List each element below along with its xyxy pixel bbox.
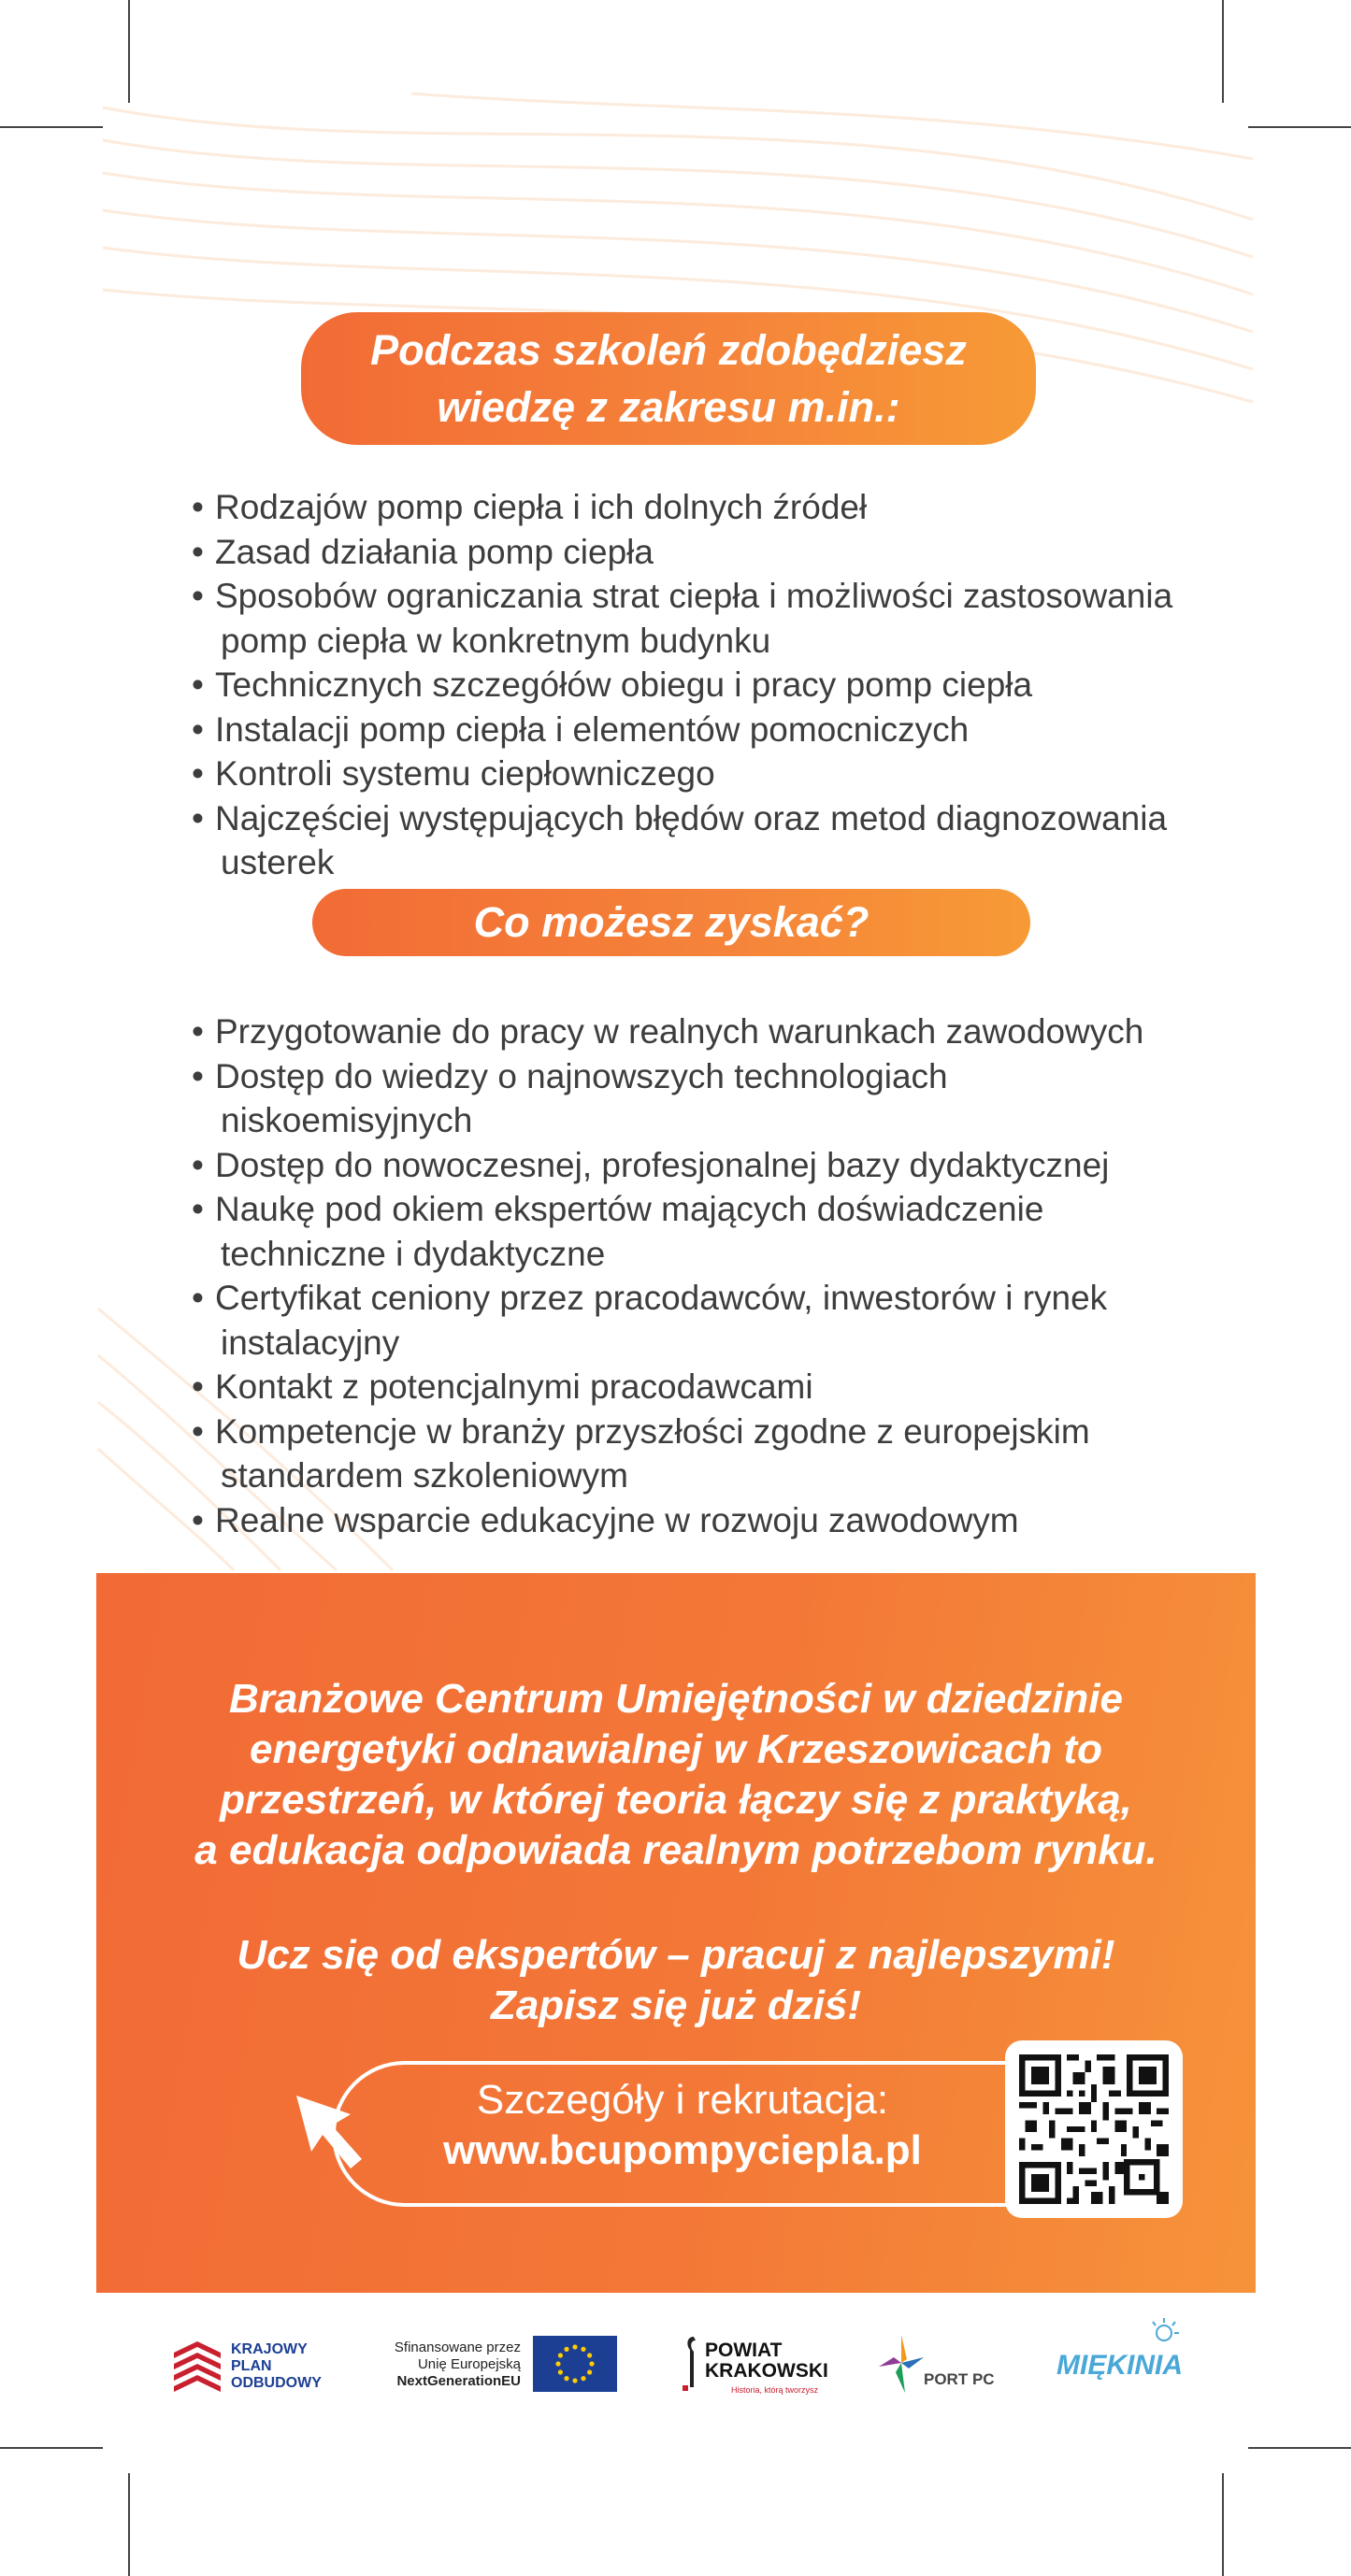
eu-text: Sfinansowane przez Unię Europejską NextGenerationEU xyxy=(394,2340,521,2389)
crop-mark-bottom-right-v xyxy=(1222,2473,1224,2576)
powiat-crest-icon xyxy=(681,2333,703,2393)
miekinia-sun-icon xyxy=(1136,2316,1183,2348)
port-pc-icon xyxy=(877,2331,926,2397)
miekinia-text: MIĘKINIA xyxy=(1056,2350,1183,2381)
kpo-text: KRAJOWY PLAN ODBUDOWY xyxy=(231,2341,322,2391)
benefit-item: • Kompetencje w branży przyszłości zgodne z europejskim standardem szkoleniowym xyxy=(192,1410,1143,1498)
cta-label: Szczegóły i rekrutacja: xyxy=(476,2077,889,2123)
powiat-text: POWIAT KRAKOWSKI xyxy=(705,2340,828,2382)
crop-mark-bottom-left-h xyxy=(0,2447,103,2449)
benefit-item: • Dostęp do wiedzy o najnowszych technologiach niskoemisyjnych xyxy=(192,1054,1143,1143)
qr-code-icon xyxy=(1019,2054,1169,2204)
benefit-item: • Dostęp do nowoczesnej, profesjonalnej bazy dydaktycznej xyxy=(192,1143,1143,1188)
section2-heading-pill: Co możesz zyskać? xyxy=(312,889,1030,956)
knowledge-item: • Sposobów ograniczania strat ciepła i możliwości zastosowania pomp ciepła w konkretnym budynku xyxy=(192,574,1172,663)
benefit-item: • Realne wsparcie edukacyjne w rozwoju zawodowym xyxy=(192,1498,1143,1543)
panel-paragraph: Branżowe Centrum Umiejętności w dziedzinie energetyki odnawialnej w Krzeszowicach to przestrzeń, w której teoria łączy się z praktyką, a edukacja odpowiada realnym potrzebom rynku. xyxy=(194,1676,1157,1873)
powiat-tagline: Historia, którą tworzysz xyxy=(731,2385,819,2395)
benefit-item: • Certyfikat ceniony przez pracodawców, inwestorów i rynek instalacyjny xyxy=(192,1276,1143,1365)
knowledge-item: • Instalacji pomp ciepła i elementów pomocniczych xyxy=(192,708,1172,752)
kpo-logo-icon xyxy=(174,2341,221,2394)
knowledge-item: • Zasad działania pomp ciepła xyxy=(192,530,1172,575)
panel-slogan: Ucz się od ekspertów – pracuj z najlepszymi! Zapisz się już dziś! xyxy=(237,1932,1115,2028)
knowledge-item: • Rodzajów pomp ciepła i ich dolnych źródeł xyxy=(192,485,1172,530)
benefits-list xyxy=(192,1009,1143,1542)
section1-heading-line2: wiedzę z zakresu m.in.: xyxy=(437,383,900,431)
section1-heading-line1: Podczas szkoleń zdobędziesz xyxy=(370,326,967,374)
benefit-item: • Przygotowanie do pracy w realnych warunkach zawodowych xyxy=(192,1009,1143,1054)
benefit-item: • Kontakt z potencjalnymi pracodawcami xyxy=(192,1365,1143,1410)
knowledge-item: • Technicznych szczegółów obiegu i pracy pomp ciepła xyxy=(192,663,1172,708)
section1-heading-pill xyxy=(301,312,1036,445)
cursor-arrow-icon xyxy=(285,2086,379,2180)
eu-flag-icon xyxy=(533,2336,617,2392)
website-link[interactable]: www.bcupompyciepla.pl xyxy=(443,2127,922,2173)
knowledge-item: • Kontroli systemu ciepłowniczego xyxy=(192,751,1172,796)
port-pc-text: PORT PC xyxy=(924,2370,995,2388)
benefit-item: • Naukę pod okiem ekspertów mających doświadczenie techniczne i dydaktyczne xyxy=(192,1187,1143,1276)
knowledge-item: • Najczęściej występujących błędów oraz metod diagnozowania usterek xyxy=(192,796,1172,885)
crop-mark-bottom-left-v xyxy=(128,2473,130,2576)
qr-code[interactable] xyxy=(1005,2040,1183,2218)
crop-mark-bottom-right-h xyxy=(1248,2447,1351,2449)
knowledge-list xyxy=(192,485,1172,885)
